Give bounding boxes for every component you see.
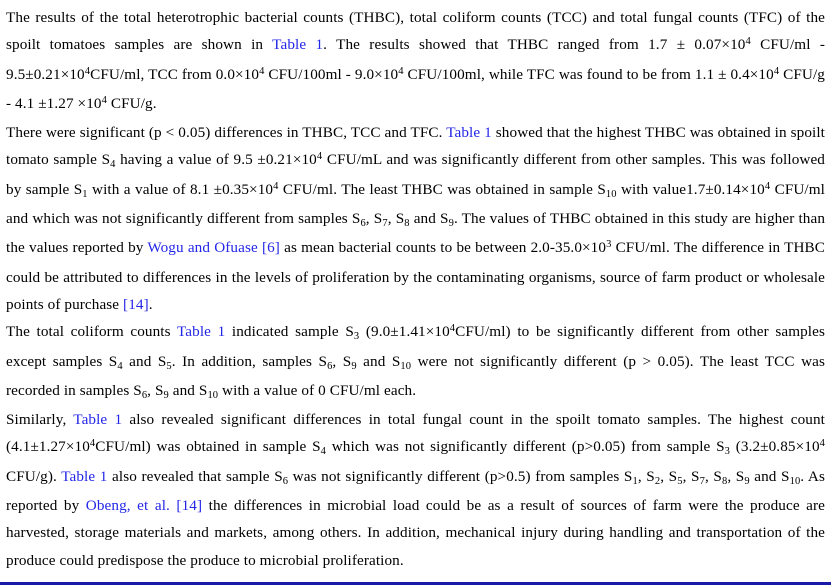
text-run: which was not significantly different (p>0.05) from sample S xyxy=(326,438,725,456)
text-run: was not significantly different (p>0.5) from samples S xyxy=(288,467,633,485)
superscript: 4 xyxy=(745,36,751,48)
text-run: , S xyxy=(727,467,745,485)
text-run: CFU/mL and was significantly different from other samples. This was followed by sample S xyxy=(6,151,825,198)
text-run: CFU/g). xyxy=(6,467,62,485)
subscript: 8 xyxy=(404,218,410,230)
paragraph-list xyxy=(6,4,825,574)
text-run: CFU/ml) was obtained in sample S xyxy=(95,438,321,456)
subscript: 7 xyxy=(382,218,388,230)
paragraph xyxy=(6,406,825,574)
reference-link[interactable]: Table 1 xyxy=(446,124,492,142)
text-run: CFU/100ml, while TFC was found to be from 1.1 ± 0.4×10 xyxy=(403,65,774,83)
subscript: 9 xyxy=(744,475,750,487)
subscript: 5 xyxy=(677,475,683,487)
subscript: 7 xyxy=(699,475,705,487)
subscript: 1 xyxy=(82,188,88,200)
text-run: having a value of 9.5 ±0.21×10 xyxy=(115,151,317,169)
superscript: 4 xyxy=(316,151,323,163)
reference-link[interactable]: Table 1 xyxy=(61,467,108,485)
superscript: 4 xyxy=(398,65,404,77)
text-run: The results of the total heterotrophic bacterial counts (THBC), total coliform counts (TCC) and total fungal counts (TFC) of the spoilt tomatoes samples are shown in xyxy=(6,9,825,54)
text-run: CFU/ml, TCC from 0.0×10 xyxy=(90,65,260,83)
text-run: The total coliform counts xyxy=(6,323,177,341)
subscript: 6 xyxy=(282,475,289,487)
text-run: and S xyxy=(749,467,790,485)
text-run: with a value of 8.1 ±0.35×10 xyxy=(87,180,274,198)
text-run: with value1.7±0.14×10 xyxy=(616,180,765,198)
text-run: and S xyxy=(356,352,401,370)
reference-link[interactable]: [14] xyxy=(123,295,149,313)
subscript: 5 xyxy=(166,360,172,372)
subscript: 6 xyxy=(141,389,148,401)
text-run: , S xyxy=(387,210,405,228)
text-run: , S xyxy=(147,381,164,399)
text-run: , S xyxy=(365,210,383,228)
superscript: 4 xyxy=(819,438,826,450)
superscript: 4 xyxy=(101,94,107,106)
superscript: 4 xyxy=(773,65,780,77)
text-run: also revealed that sample S xyxy=(107,467,283,485)
text-run: . The values of THBC obtained in this study are higher than the values reported by xyxy=(6,210,826,257)
superscript: 4 xyxy=(259,65,265,77)
text-run: (9.0±1.41×10 xyxy=(359,323,450,341)
reference-link[interactable]: Table 1 xyxy=(176,323,226,341)
subscript: 10 xyxy=(207,389,219,401)
text-run: CFU/ml and which was not significantly different from samples S xyxy=(6,180,825,228)
text-run: CFU/100ml - 9.0×10 xyxy=(264,65,399,83)
text-run: CFU/ml) to be significantly different from other samples except samples S xyxy=(6,323,825,370)
text-run: indicated sample S xyxy=(225,323,354,341)
text-run: There were significant (p < 0.05) differences in THBC, TCC and TFC. xyxy=(6,124,447,142)
superscript: 4 xyxy=(89,438,96,450)
text-run: CFU/g - 4.1 ±1.27 ×10 xyxy=(6,65,825,112)
subscript: 10 xyxy=(605,188,617,200)
text-run: and S xyxy=(409,210,449,228)
subscript: 9 xyxy=(351,360,357,372)
subscript: 6 xyxy=(360,218,366,230)
subscript: 4 xyxy=(117,360,123,372)
text-run: , S xyxy=(637,467,655,485)
reference-link[interactable]: Table 1 xyxy=(272,36,324,54)
text-run: . As reported by xyxy=(6,467,825,515)
text-run: Similarly, xyxy=(6,411,74,429)
text-run: CFU/ml. The difference in THBC could be attributed to differences in the levels of proliferation by the contaminating organisms, source of farm product or wholesale points of purchase xyxy=(6,239,826,313)
subscript: 1 xyxy=(632,475,638,487)
paragraph xyxy=(6,318,825,406)
text-run: as mean bacterial counts to be between 2.0-35.0×10 xyxy=(279,239,607,257)
text-run: and S xyxy=(168,381,208,399)
superscript: 4 xyxy=(449,323,456,335)
text-run: were not significantly different (p > 0.05). The least TCC was recorded in samples S xyxy=(6,352,826,399)
paragraph xyxy=(6,4,825,119)
text-run: (3.2±0.85×10 xyxy=(730,438,820,456)
subscript: 4 xyxy=(110,159,116,171)
superscript: 4 xyxy=(764,180,771,192)
subscript: 3 xyxy=(353,331,360,343)
text-run: the differences in microbial load could be as a result of sources of farm were the produce are harvested, storage materials and markets, among others. In addition, mechanical injury during handling and transportation of the produce could predispose the produce to microbial proliferation. xyxy=(6,497,826,569)
subscript: 9 xyxy=(448,218,454,230)
text-run: , S xyxy=(704,467,722,485)
superscript: 4 xyxy=(273,180,279,192)
text-run: , S xyxy=(660,467,678,485)
subscript: 3 xyxy=(724,446,731,458)
text-run: showed that the highest THBC was obtained in spoilt tomato sample S xyxy=(6,124,825,169)
subscript: 9 xyxy=(163,389,169,401)
text-run: , S xyxy=(682,467,700,485)
superscript: 3 xyxy=(606,239,612,251)
reference-link[interactable]: Table 1 xyxy=(73,411,123,429)
paragraph xyxy=(6,119,825,318)
text-run: CFU/ml. The least THBC was obtained in sample S xyxy=(278,180,606,198)
reference-link[interactable]: Obeng, et al. [14] xyxy=(85,497,203,515)
subscript: 4 xyxy=(320,446,327,458)
subscript: 6 xyxy=(327,360,333,372)
text-run: and S xyxy=(122,352,167,370)
subscript: 10 xyxy=(400,360,412,372)
text-run: . In addition, samples S xyxy=(171,352,328,370)
subscript: 10 xyxy=(789,475,801,487)
text-run: CFU/g. xyxy=(106,94,157,112)
subscript: 8 xyxy=(721,475,728,487)
subscript: 2 xyxy=(654,475,661,487)
reference-link[interactable]: Wogu and Ofuase [6] xyxy=(147,239,280,257)
text-run: . The results showed that THBC ranged from 1.7 ± 0.07×10 xyxy=(323,36,746,54)
text-run: with a value of 0 CFU/ml each. xyxy=(218,381,417,399)
text-run: CFU/ml - 9.5±0.21×10 xyxy=(6,36,825,83)
text-run: also revealed significant differences in total fungal count in the spoilt tomato samples. The highest count (4.1±1.27×10 xyxy=(6,411,825,456)
superscript: 4 xyxy=(84,65,91,77)
text-run: , S xyxy=(332,352,352,370)
text-run: . xyxy=(148,295,153,313)
